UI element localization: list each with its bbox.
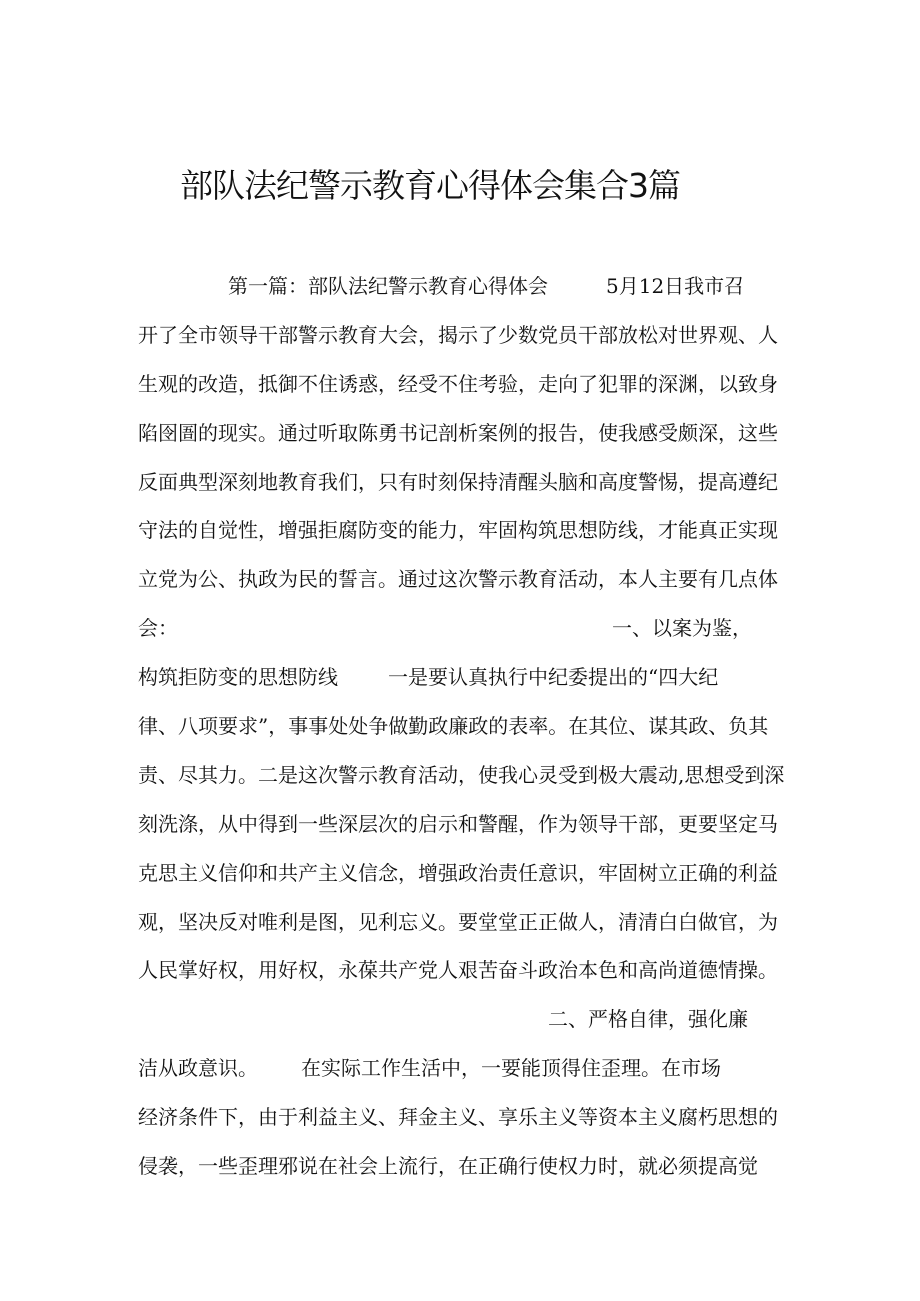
text-line <box>138 555 798 604</box>
text-line <box>138 1142 798 1191</box>
text-line <box>138 946 798 995</box>
text-line <box>138 898 798 947</box>
text-segment: 在实际工作生活中，一要能顶得住歪理。在市场 <box>301 1056 721 1081</box>
text-segment: 侵袭，一些歪理邪说在社会上流行，在正确行使权力时，就必须提高觉 <box>138 1154 758 1179</box>
text-segment: 经济条件下，由于利益主义、拜金主义、享乐主义等资本主义腐朽思想的 <box>138 1105 778 1130</box>
text-segment: 生观的改造，抵御不住诱惑，经受不住考验，走向了犯罪的深渊，以致身 <box>138 371 778 396</box>
text-line <box>138 995 798 1044</box>
text-line <box>138 800 798 849</box>
text-segment: 洁从政意识。 <box>138 1056 258 1081</box>
text-segment: 二、严格自律，强化廉 <box>548 1007 748 1032</box>
text-segment: 克思主义信仰和共产主义信念，增强政治责任意识，牢固树立正确的利益 <box>138 860 778 885</box>
text-segment: 刻洗涤，从中得到一些深层次的启示和警醒，作为领导干部，更要坚定马 <box>138 811 778 836</box>
text-line <box>138 702 798 751</box>
text-segment: 守法的自觉性，增强拒腐防变的能力，牢固构筑思想防线，才能真正实现 <box>138 518 778 543</box>
text-line <box>138 311 798 360</box>
text-line <box>138 653 798 702</box>
text-segment: 陷囹圄的现实。通过听取陈勇书记剖析案例的报告，使我感受颇深，这些 <box>138 420 778 445</box>
text-segment: 5月12日我市召 <box>606 274 745 298</box>
text-segment: 观，坚决反对唯利是图，见利忘义。要堂堂正正做人，清清白白做官，为 <box>138 909 778 934</box>
text-segment: 反面典型深刻地教育我们，只有时刻保持清醒头脑和高度警惕，提高遵纪 <box>138 469 778 494</box>
text-segment: 一是要认真执行中纪委提出的“四大纪 <box>388 665 719 690</box>
text-line <box>138 604 798 653</box>
document-title: 部队法纪警示教育心得体会集合3篇 <box>180 166 680 205</box>
text-line <box>138 1044 798 1093</box>
text-line <box>138 409 798 458</box>
text-line <box>138 360 798 409</box>
document-body <box>138 262 798 1191</box>
text-line <box>138 1093 798 1142</box>
text-segment: 一、以案为鉴， <box>612 616 752 641</box>
text-segment: 开了全市领导干部警示教育大会，揭示了少数党员干部放松对世界观、人 <box>138 322 778 347</box>
text-line <box>138 262 798 311</box>
text-line <box>138 458 798 507</box>
text-line <box>138 849 798 898</box>
text-segment: 立党为公、执政为民的誓言。通过这次警示教育活动，本人主要有几点体 <box>138 567 778 592</box>
text-segment: 第一篇：部队法纪警示教育心得体会 <box>228 274 548 298</box>
text-segment: 会： <box>138 616 178 641</box>
text-segment: 人民掌好权，用好权，永葆共产党人艰苦奋斗政治本色和高尚道德情操。 <box>138 958 778 983</box>
text-line <box>138 751 798 800</box>
text-segment: 律、八项要求”，事事处处争做勤政廉政的表率。在其位、谋其政、负其 <box>138 714 769 739</box>
text-line <box>138 506 798 555</box>
text-segment: 责、尽其力。二是这次警示教育活动，使我心灵受到极大震动,思想受到深 <box>138 762 785 787</box>
text-segment: 构筑拒防变的思想防线 <box>138 665 338 690</box>
